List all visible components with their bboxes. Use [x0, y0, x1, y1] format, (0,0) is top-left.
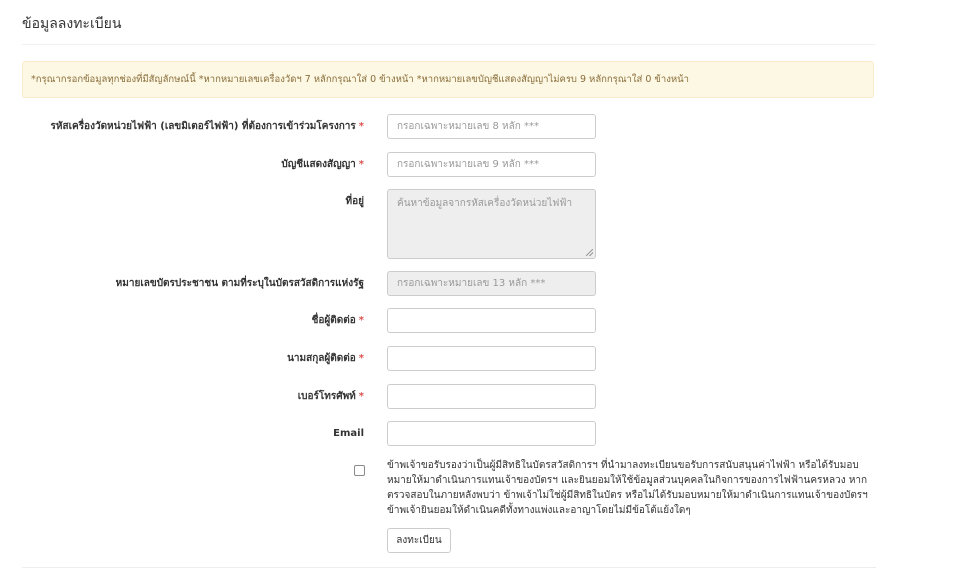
required-mark: *	[358, 159, 364, 170]
welfare-card-label	[116, 271, 364, 297]
first-name-input[interactable]	[387, 308, 596, 333]
section-title: ข้อมูลลงทะเบียน	[22, 16, 122, 32]
phone-label-text: เบอร์โทรศัพท์	[297, 391, 356, 402]
resize-handle-icon[interactable]	[586, 249, 593, 256]
required-mark: *	[358, 391, 364, 402]
meter-label-text: รหัสเครื่องวัดหน่วยไฟฟ้า (เลขมิเตอร์ไฟฟ้า) ที่ต้องการเข้าร่วมโครงการ	[50, 121, 356, 132]
email-label-text: Email	[333, 428, 364, 439]
address-placeholder: ค้นหาข้อมูลจากรหัสเครื่องวัดหน่วยไฟฟ้า	[397, 198, 573, 209]
address-textarea[interactable]	[387, 189, 596, 259]
required-mark: *	[358, 121, 364, 132]
account-number-input[interactable]: กรอกเฉพาะหมายเลข 9 หลัก ***	[387, 152, 596, 177]
meter-number-input[interactable]: กรอกเฉพาะหมายเลข 8 หลัก ***	[387, 114, 596, 139]
phone-input[interactable]	[387, 384, 596, 409]
required-mark: *	[358, 315, 364, 326]
email-label	[333, 421, 364, 447]
last-name-label-text: นามสกุลผู้ติดต่อ	[287, 353, 356, 364]
required-mark: *	[358, 353, 364, 364]
welfare-card-label-text: หมายเลขบัตรประชาชน ตามที่ระบุในบัตรสวัสดิการแห่งรัฐ	[115, 278, 364, 289]
id-card-input[interactable]: กรอกเฉพาะหมายเลข 13 หลัก ***	[387, 271, 596, 296]
bottom-divider	[22, 567, 876, 568]
last-name-input[interactable]	[387, 346, 596, 371]
phone-label	[298, 384, 364, 410]
account-label	[281, 152, 364, 178]
first-name-label	[312, 308, 364, 334]
consent-checkbox[interactable]	[354, 465, 365, 476]
title-divider	[22, 44, 876, 45]
register-button[interactable]: ลงทะเบียน	[387, 528, 451, 553]
consent-text: ข้าพเจ้าขอรับรองว่าเป็นผู้มีสิทธิในบัตรสวัสดิการฯ ที่นำมาลงทะเบียนขอรับการสนับสนุนค่าไฟฟ้า หรือได้รับมอบหมายให้มาดำเนินการแทนเจ้าของบัตรฯ และยินยอมให้ใช้ข้อมูลส่วนบุคคลในกิจการของการไฟฟ้านครหลวง หากตรวจสอบในภายหลังพบว่า ข้าพเจ้าไม่ใช่ผู้มีสิทธิในบัตร หรือไม่ได้รับมอบหมายให้มาดำเนินการแทนเจ้าของบัตรฯ ข้าพเจ้ายินยอมให้ดำเนินคดีทั้งทางแพ่งและอาญาโดยไม่มีข้อโต้แย้งใดๆ	[387, 460, 868, 516]
address-label-text: ที่อยู่	[345, 196, 364, 207]
last-name-label	[287, 346, 364, 372]
meter-label	[51, 114, 364, 140]
address-label	[346, 189, 364, 215]
email-input[interactable]	[387, 421, 596, 446]
account-label-text: บัญชีแสดงสัญญา	[281, 159, 356, 170]
first-name-label-text: ชื่อผู้ติดต่อ	[311, 315, 356, 326]
notice-alert: *กรุณากรอกข้อมูลทุกช่องที่มีสัญลักษณ์นี้ *หากหมายเลขเครื่องวัดฯ 7 หลักกรุณาใส่ 0 ข้างหน้า *หากหมายเลขบัญชีแสดงสัญญาไม่ครบ 9 หลักกรุณาใส่ 0 ข้างหน้า	[22, 61, 874, 98]
